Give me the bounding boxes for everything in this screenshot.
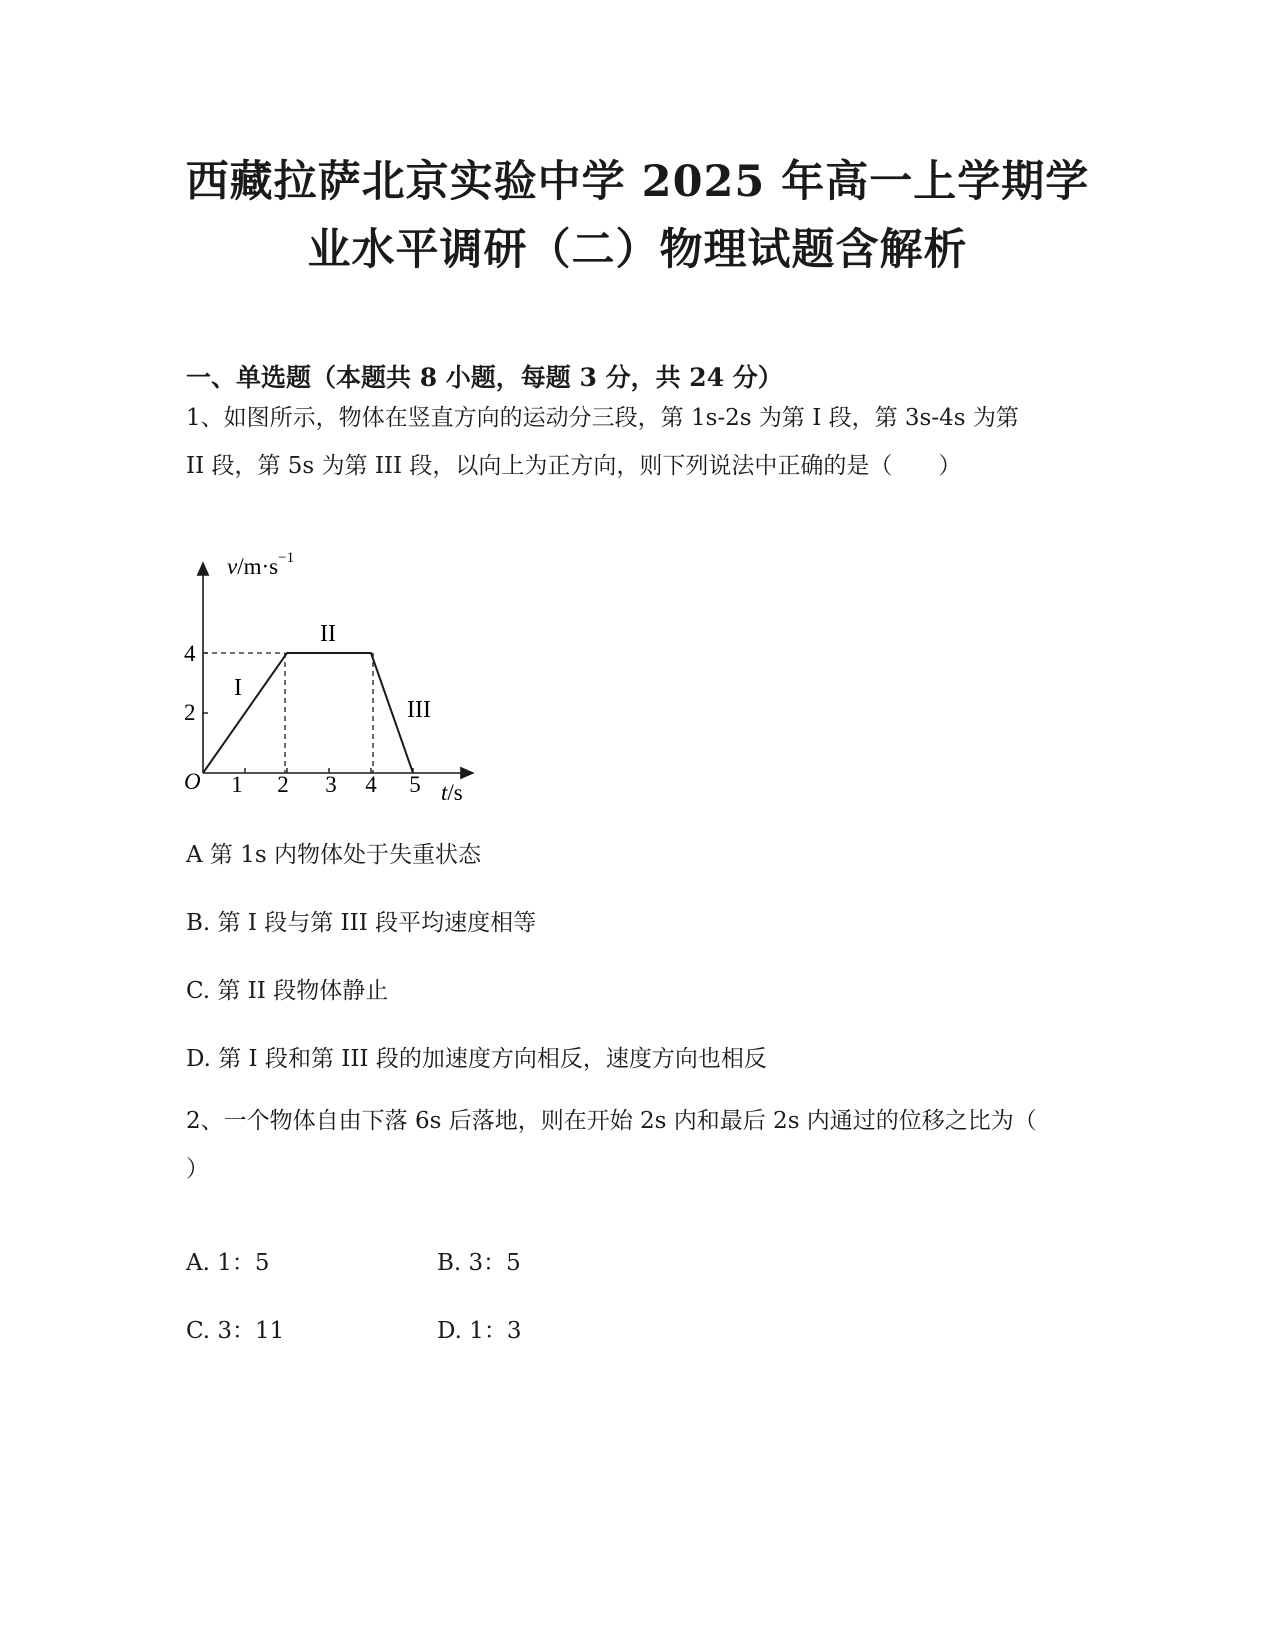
segment-label-2: II [320,621,336,647]
question-1-line-1: 1、如图所示，物体在竖直方向的运动分三段，第 1s-2s 为第 I 段，第 3s-4s 为第 [186,405,1019,431]
q2-option-b: B. 3：5 [437,1250,521,1276]
y-tick-label: 4 [184,641,196,666]
q1-option-c: C. 第 II 段物体静止 [186,978,389,1004]
question-1-line-2: II 段，第 5s 为第 III 段，以向上为正方向，则下列说法中正确的是（ ） [186,453,962,479]
question-2-stem [186,1097,1086,1193]
x-tick-label: 5 [409,772,421,797]
x-tick-label: 4 [365,772,377,797]
segment-label-1: I [234,675,242,701]
q1-option-a: A 第 1s 内物体处于失重状态 [186,842,481,868]
x-tick-label: 3 [325,772,337,797]
title-line-2: 业水平调研（二）物理试题含解析 [307,225,968,275]
document-title [150,148,1125,284]
y-tick-label: 2 [184,700,196,725]
y-axis-label: $v/m\cdot s^{-1}$ [227,550,295,579]
question-2-line-1: 2、一个物体自由下落 6s 后落地，则在开始 2s 内和最后 2s 内通过的位移之比为（ [186,1108,1037,1134]
x-tick-label: 2 [277,772,289,797]
q2-option-d: D. 1：3 [437,1318,522,1344]
velocity-series-line [203,653,413,773]
q2-option-a: A. 1：5 [186,1250,270,1276]
section-heading: 一、单选题（本题共 8 小题，每题 3 分，共 24 分） [186,363,783,392]
origin-label: O [184,769,201,794]
x-tick-label: 1 [231,772,243,797]
q1-option-b: B. 第 I 段与第 III 段平均速度相等 [186,910,537,936]
velocity-time-graph [170,520,490,810]
x-axis-label: t/s [441,780,463,805]
q2-option-c: C. 3：11 [186,1318,285,1344]
q1-option-d: D. 第 I 段和第 III 段的加速度方向相反，速度方向也相反 [186,1046,767,1072]
question-2-line-2: ） [186,1156,209,1182]
segment-label-3: III [407,697,431,723]
title-line-1: 西藏拉萨北京实验中学 2025 年高一上学期学 [185,157,1090,207]
question-1-stem [186,394,1086,490]
